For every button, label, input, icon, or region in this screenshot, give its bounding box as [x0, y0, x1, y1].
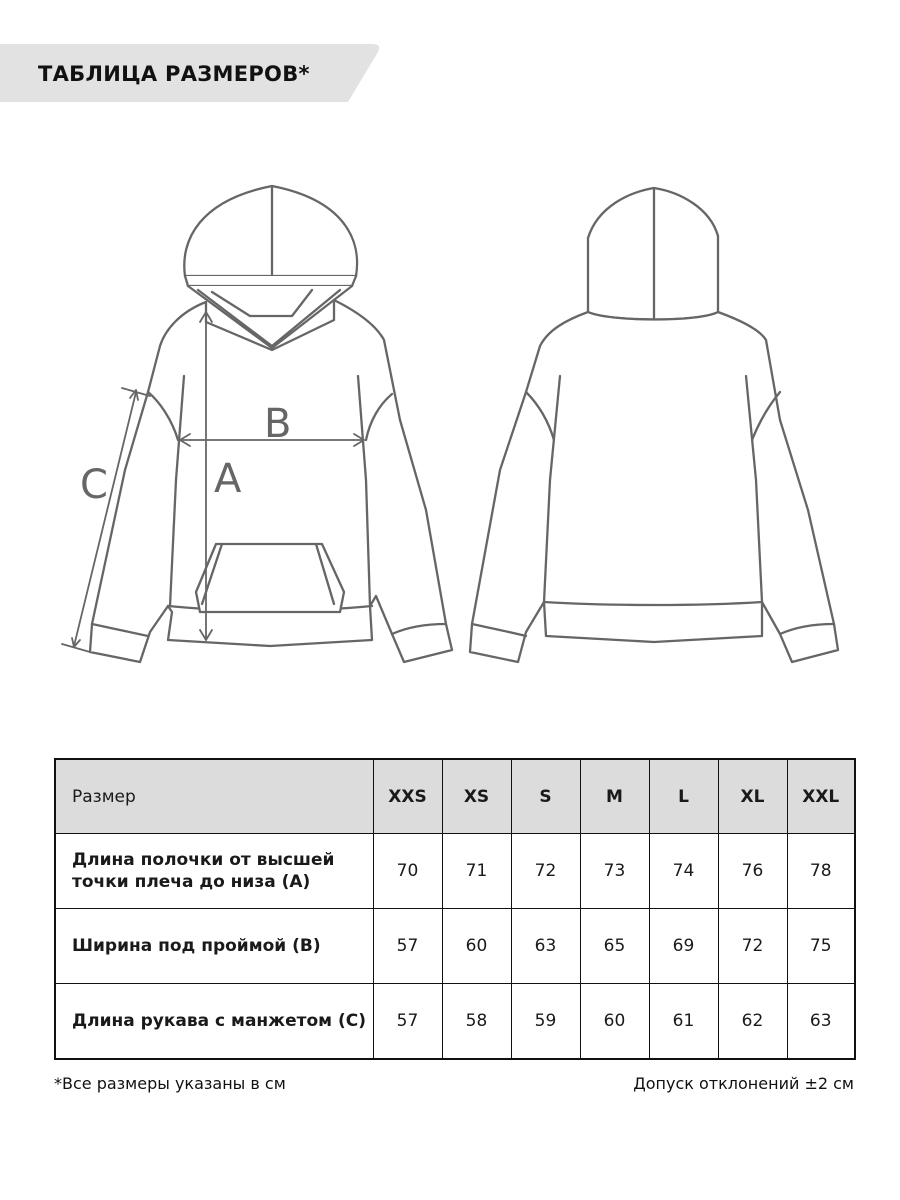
size-header: XXL: [787, 759, 855, 834]
table-row: [55, 984, 855, 1060]
table-cell: 60: [580, 984, 649, 1060]
size-header: S: [511, 759, 580, 834]
footnote-units: *Все размеры указаны в см: [54, 1074, 286, 1093]
hoodie-back-drawing: [470, 188, 838, 662]
table-cell: 63: [511, 909, 580, 984]
row-label: [55, 834, 373, 909]
table-cell: 65: [580, 909, 649, 984]
table-cell: 70: [373, 834, 442, 909]
size-header: XS: [442, 759, 511, 834]
table-cell: 57: [373, 984, 442, 1060]
table-cell: 61: [649, 984, 718, 1060]
row-label-line: точки плеча до низа (A): [72, 872, 311, 892]
table-row: [55, 834, 855, 909]
table-cell: 72: [718, 909, 787, 984]
table-cell: 69: [649, 909, 718, 984]
table-cell: 74: [649, 834, 718, 909]
size-table: [54, 758, 856, 1060]
size-header: M: [580, 759, 649, 834]
measure-label-c: C: [80, 462, 108, 508]
table-cell: 76: [718, 834, 787, 909]
table-cell: 72: [511, 834, 580, 909]
size-header: L: [649, 759, 718, 834]
table-cell: 58: [442, 984, 511, 1060]
table-cell: 62: [718, 984, 787, 1060]
page-title: ТАБЛИЦА РАЗМЕРОВ*: [38, 62, 310, 86]
row-label: Длина рукава с манжетом (C): [55, 984, 373, 1060]
table-cell: 75: [787, 909, 855, 984]
header-label: Размер: [55, 759, 373, 834]
row-label-line: Длина полочки от высшей: [72, 850, 335, 870]
table-cell: 78: [787, 834, 855, 909]
table-cell: 57: [373, 909, 442, 984]
table-header-row: [55, 759, 855, 834]
measure-label-b: B: [264, 401, 292, 447]
table-row: [55, 909, 855, 984]
table-cell: 71: [442, 834, 511, 909]
hoodie-front-drawing: [62, 186, 452, 662]
footnote-tolerance: Допуск отклонений ±2 см: [633, 1074, 854, 1093]
row-label: Ширина под проймой (B): [55, 909, 373, 984]
table-cell: 60: [442, 909, 511, 984]
table-cell: 73: [580, 834, 649, 909]
size-header: XXS: [373, 759, 442, 834]
size-header: XL: [718, 759, 787, 834]
measure-label-a: A: [214, 456, 242, 502]
table-cell: 63: [787, 984, 855, 1060]
table-cell: 59: [511, 984, 580, 1060]
